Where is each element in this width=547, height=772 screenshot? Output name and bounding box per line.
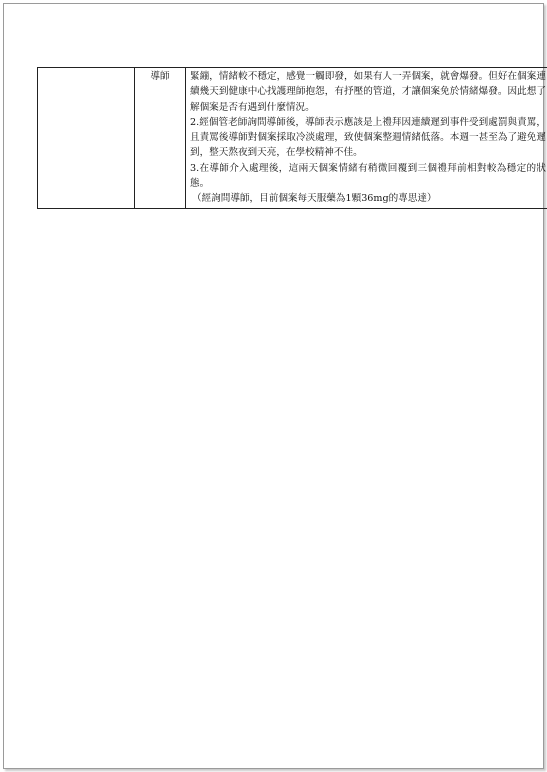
paragraph-3: 3.在導師介入處理後，這兩天個案情緒有稍微回覆到三個禮拜前相對較為穩定的狀態。 <box>190 162 546 190</box>
role-cell: 導師 <box>135 68 186 209</box>
empty-cell <box>38 68 135 209</box>
paragraph-2: 2.經個管老師詢問導師後，導師表示應該是上禮拜因連續遲到事件受到處罰與責罵，且責罵後導師對個案採取冷淡處理，致使個案整週情緒低落。本週一甚至為了避免遲到，整天熬夜到天亮，在學校精神不佳。 <box>190 116 546 159</box>
table-row <box>38 68 547 209</box>
medication-note: （經詢問導師，目前個案每天服藥為1顆36mg的專思達） <box>192 193 437 205</box>
content-cell <box>186 68 547 209</box>
counseling-record-table <box>37 67 547 209</box>
paragraph-1: 緊繃，情緒較不穩定，感覺一觸即發，如果有人一弄個案，就會爆發。但好在個案連續幾天到健康中心找護理師抱怨，有抒壓的管道，才讓個案免於情緒爆發。因此想了解個案是否有遇到什麼情況。 <box>190 71 546 113</box>
